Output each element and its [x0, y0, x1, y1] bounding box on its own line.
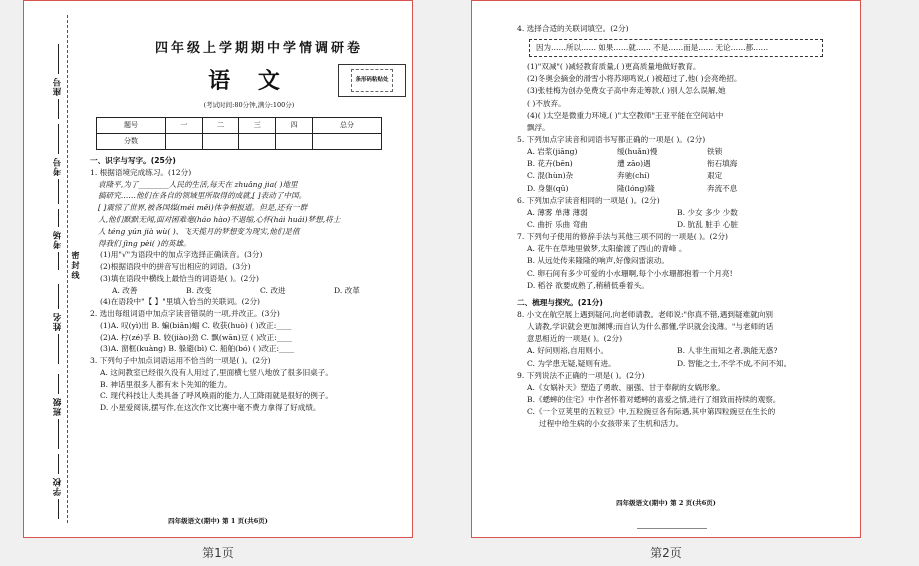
page-bottom-rule	[637, 528, 707, 529]
option: C. 为学患无疑,疑则有进。	[527, 358, 616, 368]
score-table-header-row	[97, 118, 382, 134]
subject-row	[90, 64, 408, 114]
option: A. 好问则裕,自用则小。	[527, 346, 609, 356]
subject-title: 语 文	[208, 68, 290, 95]
barcode-box	[338, 64, 406, 97]
q1-options	[90, 285, 408, 297]
question-8-cont: 意思相近的一项是( )。(2分)	[527, 334, 623, 344]
field-school	[48, 451, 68, 522]
sub-item: ( )不放弃。	[527, 98, 566, 108]
sub-item: (4)( )太空是微重力环境,( )"太空教师"王亚平能在空间站中	[527, 110, 724, 120]
field-name	[48, 281, 68, 367]
score-cell	[239, 134, 276, 150]
score-header-cell: 四	[276, 118, 313, 134]
score-header-cell: 题号	[97, 118, 166, 134]
option: 遭 zāo)遇	[617, 159, 651, 169]
field-label: 考场	[53, 230, 63, 249]
question-4: 4. 选择合适的关联词填空。(2分)	[517, 24, 629, 33]
option: C. 改进	[260, 285, 286, 295]
page1-content	[90, 39, 408, 414]
passage-line: 袁隆平,为了________人民的生活,每天在 zhuǎng jia( )地里	[98, 179, 298, 189]
binding-margin	[24, 1, 82, 537]
option: C. 曲折 乐曲 弯曲	[527, 219, 588, 229]
option: 隆(lóng)隆	[617, 183, 655, 193]
sub-item: (3)张桂梅为创办免费女子高中奔走筹款,( )别人怎么误解,她	[527, 86, 726, 96]
sub-item: (2)A. 柠(zé)孚 B. 较(jiào)劲 C. 飘(wān)豆 ( )改正:____	[100, 332, 292, 342]
exam-page-2[interactable]	[471, 0, 861, 538]
field-class	[48, 371, 68, 452]
option: C. 混(hùn)杂	[527, 171, 574, 181]
sub-item: (3)填在语段中横线上最恰当的词语是( )。(2分)	[100, 273, 259, 283]
page-label-2[interactable]: 第2页	[650, 546, 682, 560]
option: A. 改善	[112, 285, 138, 295]
question-6: 6. 下列加点字读音相同的一项是( )。(2分)	[517, 195, 660, 205]
option: D. 肮乱 脏手 心脏	[677, 219, 739, 229]
barcode-label: 条形码粘贴处	[351, 69, 392, 92]
score-header-cell: 总分	[313, 118, 382, 134]
option: D. 智能之士,不学不成,不问不知。	[677, 358, 792, 368]
score-cell	[313, 134, 382, 150]
question-5: 5. 下列加点字读音和词语书写都正确的一项是( )。(2分)	[517, 134, 706, 144]
sub-item: (1)"双减"( )减轻教育质量,( )更高质量地做好教育。	[527, 62, 701, 72]
question-7: 7. 下列句子使用的修辞手法与其他三项不同的一项是( )。(2分)	[517, 232, 729, 242]
score-header-cell: 三	[239, 118, 276, 134]
q8-options	[517, 345, 835, 369]
exam-page-1[interactable]	[23, 0, 413, 538]
passage-line: 人,他们默默无闻,面对困难毫(háo hào)不退缩,心怀(hái huái)梦想,将士	[98, 214, 341, 224]
option: B.《蟋蟀的住宅》中作者怀着对蟋蟀的喜爱之情,进行了细致而持续的观察。	[527, 394, 781, 404]
option: B. 少女 多少 少数	[677, 207, 738, 217]
question-9: 9. 下列说法不正确的一项是( )。(2分)	[517, 370, 645, 380]
field-label: 学校	[53, 477, 63, 496]
passage-line: [ ]震惊了世界,被各国媒(méi měi)体争相报道。但是,还有一群	[98, 203, 308, 213]
question-2: 2. 选出每组词语中加点字读音错误的一项,并改正。(3分)	[90, 309, 280, 319]
field-label: 考号	[53, 157, 63, 176]
field-exam-room	[48, 206, 68, 273]
sub-item: (1)A. 叹(yì)出 B. 蝙(biān)蝠 C. 收获(huò) ( )改正:____	[100, 320, 292, 330]
score-table-row	[97, 134, 382, 150]
score-cell	[202, 134, 239, 150]
score-cell	[276, 134, 313, 150]
field-label: 班级	[53, 397, 63, 416]
option-cont: 过程中给生病的小女孩带来了生机和活力。	[539, 419, 684, 429]
option: 缓(huǎn)慢	[617, 147, 658, 157]
sub-item: (2)根据语段中的拼音写出相应的词语。(3分)	[100, 262, 251, 272]
score-header-cell: 一	[165, 118, 202, 134]
field-label: 姓名	[53, 312, 63, 331]
option: A. 花牛在草地里做梦,太阳偷渡了西山的青峰 。	[527, 244, 687, 254]
seal-line-label: 密封线	[71, 251, 81, 281]
option: D. 身躯(qū)	[527, 183, 569, 193]
question-8: 8. 小文在航空展上遇到疑问,向老师请教。老师说:"你真不错,遇到疑难就向别	[517, 309, 773, 319]
conjunction-box: 因为……所以…… 如果……就…… 不是……而是…… 无论……都……	[529, 39, 823, 57]
q5-options	[517, 146, 835, 195]
score-cell	[165, 134, 202, 150]
sub-item: (3)A. 窗框(kuàng) B. 躲避(bì) C. 船舶(bó) ( )改正:____	[100, 344, 295, 354]
section-title: 二、梳理与探究。(21分)	[517, 297, 603, 307]
option: 奔流不息	[707, 183, 738, 193]
option: B. 花卉(bēn)	[527, 159, 573, 169]
page-label-1[interactable]: 第1页	[202, 546, 234, 560]
passage-line: 搞研究……他们在各自的领域里所取得的成就,[ ]表动了中国。	[98, 191, 307, 201]
page-footer: 四年级语文(期中) 第 1 页(共6页)	[168, 517, 268, 525]
page2-content	[517, 23, 835, 430]
question-8-cont: 人请教,学识就会更加渊博;而自认为什么都懂,学识就会浅薄。"与老师的话	[527, 322, 774, 332]
field-exam-number	[48, 121, 68, 207]
option: C.《一个豆荚里的五粒豆》中,五粒豌豆各有际遇,其中第四粒豌豆在生长的	[527, 407, 776, 417]
sub-item: 飘浮。	[527, 122, 550, 132]
sub-item: (4)在语段中"【 】"里填入恰当的关联词。(2分)	[100, 297, 261, 307]
option: B. 改变	[186, 285, 212, 295]
option: 衔石填海	[707, 159, 738, 169]
option: 奔驰(chí)	[617, 171, 650, 181]
option: C. 现代科技让人类具备了呼风唤雨的能力,人工降雨就是很好的例子。	[100, 391, 333, 401]
q6-options	[517, 207, 835, 231]
score-row-label: 分数	[97, 134, 166, 150]
score-table	[96, 117, 382, 150]
option: D. 改革	[334, 285, 360, 295]
section-title: 一、识字与写字。(25分)	[90, 156, 176, 166]
question-1: 1. 根据语境完成练习。(12分)	[90, 167, 192, 177]
question-3: 3. 下列句子中加点词语运用不恰当的一项是( )。(2分)	[90, 356, 271, 366]
exam-title: 四年级上学期期中学情调研卷	[154, 41, 363, 56]
exam-info: (考试时间:80分钟,满分:100分)	[203, 101, 295, 110]
option: D. 稻谷 欲要成熟了,稍稍低垂着头。	[527, 280, 649, 290]
page-footer: 四年级语文(期中) 第 2 页(共6页)	[616, 499, 716, 507]
sub-item: (2)冬奥会摘金的滑雪小将苏翊鸣说,( )被超过了,他( )会亮绝招。	[527, 74, 742, 84]
passage-line: 人 téng yún jià wù( )、飞天揽月的梦想变为现实,他们是值	[98, 226, 300, 236]
option: 艰定	[707, 171, 723, 181]
option: B. 人非生而知之者,孰能无惑?	[677, 346, 778, 356]
option: A. 岩浆(jiāng)	[527, 147, 578, 157]
option: B. 从远处传来隆隆的响声,好像闷雷滚动。	[527, 256, 669, 266]
option: 铁锁	[707, 147, 723, 157]
sub-item: (1)用"√"为语段中的加点字选择正确读音。(3分)	[100, 250, 263, 260]
option: A.《女娲补天》塑造了勇敢、丽强、甘于奉献的女娲形象。	[527, 382, 725, 392]
option: D. 小星爱阅读,摆写作,在这次作文比赛中毫不费力拿得了好成绩。	[100, 403, 321, 413]
option: B. 神话里很多人都有未卜先知的能力。	[100, 379, 232, 389]
option: C. 卵石间有多少可爱的小水珊啊,每个小水珊都抱着一个月亮!	[527, 268, 733, 278]
passage-line: 得我们 jìng pèi( )的英雄。	[98, 238, 191, 248]
score-header-cell: 二	[202, 118, 239, 134]
option: A. 这间教室已经很久没有人用过了,里面横七竖八地放了很多旧桌子。	[100, 367, 333, 377]
option: A. 薄雾 单薄 薄弱	[527, 207, 588, 217]
field-seat-number	[48, 41, 68, 122]
field-label: 座号	[53, 77, 63, 96]
